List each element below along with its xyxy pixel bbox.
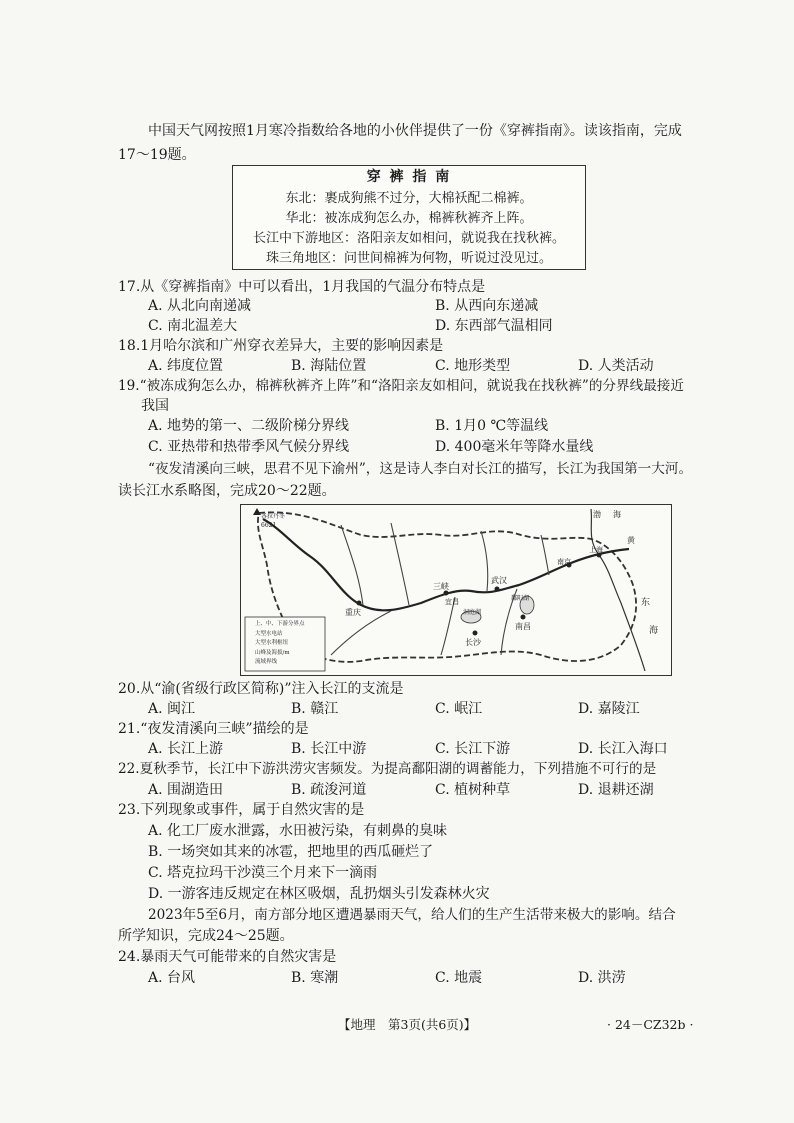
option: A. 从北向南递减 — [148, 298, 252, 314]
intro-text: 2023年5至6月，南方部分地区遭遇暴雨天气，给人们的生产生活带来极大的影响。结合 — [148, 907, 676, 923]
tributary — [541, 535, 549, 575]
option: A. 地势的第一、二级阶梯分界线 — [148, 418, 350, 434]
legend-item: 山峰及海拔/m — [255, 649, 290, 656]
option: B. 长江中游 — [291, 741, 367, 757]
question-stem: 19.“被冻成狗怎么办，棉裤秋裤齐上阵”和“洛阳亲友如相问，就说我在找秋裤”的分界线最接近 — [118, 378, 684, 394]
city-dot — [495, 587, 500, 592]
option: B. 疏浚河道 — [291, 782, 367, 798]
peak-height: 6621 — [261, 522, 277, 529]
peak-icon — [253, 508, 261, 515]
map-label: 武汉 — [491, 576, 507, 585]
intro-text: 所学知识，完成24～25题。 — [118, 928, 294, 944]
question-stem: 17.从《穿裤指南》中可以看出，1月我国的气温分布特点是 — [118, 279, 486, 295]
question-stem: 24.暴雨天气可能带来的自然灾害是 — [118, 949, 337, 965]
map-label: 海 — [649, 626, 659, 636]
paper-code: · 24－CZ32b · — [607, 1017, 694, 1032]
option: D. 一游客违反规定在林区吸烟，乱扔烟头引发森林火灾 — [148, 886, 490, 902]
legend-item: 流域界线 — [255, 659, 278, 665]
yangtze-river-map — [240, 504, 672, 676]
intro-text: 读长江水系略图，完成20～22题。 — [118, 483, 336, 499]
map-label: 鄱阳湖 — [511, 595, 530, 602]
question-stem: 18.1月哈尔滨和广州穿衣差异大，主要的影响因素是 — [118, 338, 444, 354]
question-stem: 20.从“渝(省级行政区简称)”注入长江的支流是 — [118, 681, 404, 697]
option: C. 岷江 — [435, 701, 483, 717]
option: B. 1月0 ℃等温线 — [435, 418, 549, 434]
option: C. 地形类型 — [435, 358, 511, 374]
intro-text: “夜发清溪向三峡，思君不见下渝州”，这是诗人李白对长江的描写，长江为我国第一大河。 — [148, 461, 693, 477]
map-legend — [255, 620, 305, 668]
option: B. 从西向东递减 — [435, 298, 539, 314]
option: C. 亚热带和热带季风气候分界线 — [148, 439, 350, 455]
map-label: 上海 — [589, 546, 603, 554]
option: B. 寒潮 — [291, 970, 339, 986]
guide-title: 穿 裤 指 南 — [366, 169, 452, 185]
map-label: 宜昌 — [445, 598, 459, 606]
guide-line: 东北：裹成狗熊不过分，大棉袄配二棉裤。 — [285, 191, 533, 206]
tributary — [331, 611, 391, 655]
option: D. 400毫米年等降水量线 — [435, 439, 594, 455]
option: D. 东西部气温相同 — [435, 318, 553, 334]
map-label: 重庆 — [345, 608, 361, 617]
option: C. 地震 — [435, 970, 483, 986]
option: D. 退耕还湖 — [578, 782, 654, 798]
option: B. 海陆位置 — [291, 358, 367, 374]
guide-box — [232, 165, 586, 270]
legend-item: 大型水电站 — [255, 630, 283, 637]
map-label: 渤 — [593, 510, 601, 519]
intro-text: 中国天气网按照1月寒冷指数给各地的小伙伴提供了一份《穿裤指南》。读该指南，完成 — [148, 123, 682, 139]
option: C. 南北温差大 — [148, 318, 238, 334]
option: B. 一场突如其来的冰雹，把地里的西瓜砸烂了 — [148, 844, 434, 860]
option: D. 洪涝 — [578, 970, 626, 986]
page-footer: 【地理 第3页(共6页)】 — [338, 1017, 477, 1032]
option: A. 长江上游 — [148, 741, 224, 757]
map-label: 南昌 — [515, 622, 531, 631]
option: A. 台风 — [148, 970, 196, 986]
city-dot — [473, 631, 478, 636]
option: D. 长江入海口 — [578, 741, 668, 757]
map-label: 三峡 — [433, 582, 449, 591]
option: C. 塔克拉玛干沙漠三个月来下一滴雨 — [148, 865, 378, 881]
map-label: 东 — [641, 598, 651, 608]
intro-text: 17～19题。 — [118, 147, 196, 163]
option: C. 植树种草 — [435, 782, 511, 798]
legend-item: 大型水利枢纽 — [255, 640, 289, 646]
option: B. 赣江 — [291, 701, 339, 717]
question-stem: 22.夏秋季节，长江中下游洪涝灾害频发。为提高鄱阳湖的调蓄能力，下列措施不可行的是 — [118, 761, 657, 777]
option: A. 围湖造田 — [148, 782, 224, 798]
guide-line: 长江中下游地区：洛阳亲友如相问，就说我在找秋裤。 — [252, 231, 565, 246]
option: D. 人类活动 — [578, 358, 654, 374]
option: A. 纬度位置 — [148, 358, 224, 374]
question-stem: 21.“夜发清溪向三峡”描绘的是 — [118, 721, 309, 737]
guide-line: 珠三角地区：问世间棉裤为何物，听说过没见过。 — [265, 251, 552, 266]
question-stem: 23.下列现象或事件，属于自然灾害的是 — [118, 802, 365, 818]
question-stem: 我国 — [141, 398, 169, 414]
map-label: 海 — [613, 510, 621, 519]
option: A. 化工厂废水泄露，水田被污染，有刺鼻的臭味 — [148, 823, 448, 839]
option: A. 闽江 — [148, 701, 196, 717]
city-dot — [521, 615, 526, 620]
option: D. 嘉陵江 — [578, 701, 640, 717]
city-dot — [357, 601, 362, 606]
peak-label: 各拉丹冬 — [261, 513, 286, 520]
option: C. 长江下游 — [435, 741, 511, 757]
map-label: 洞庭湖 — [463, 609, 482, 616]
map-drawing — [241, 505, 671, 675]
map-label: 长沙 — [465, 638, 481, 647]
tributary — [481, 531, 488, 591]
guide-line: 华北：被冻成狗怎么办，棉裤秋裤齐上阵。 — [285, 211, 533, 226]
map-label: 黄 — [627, 536, 635, 545]
legend-item: 上、中、下游分界点 — [255, 621, 305, 627]
map-label: 南京 — [557, 558, 571, 566]
